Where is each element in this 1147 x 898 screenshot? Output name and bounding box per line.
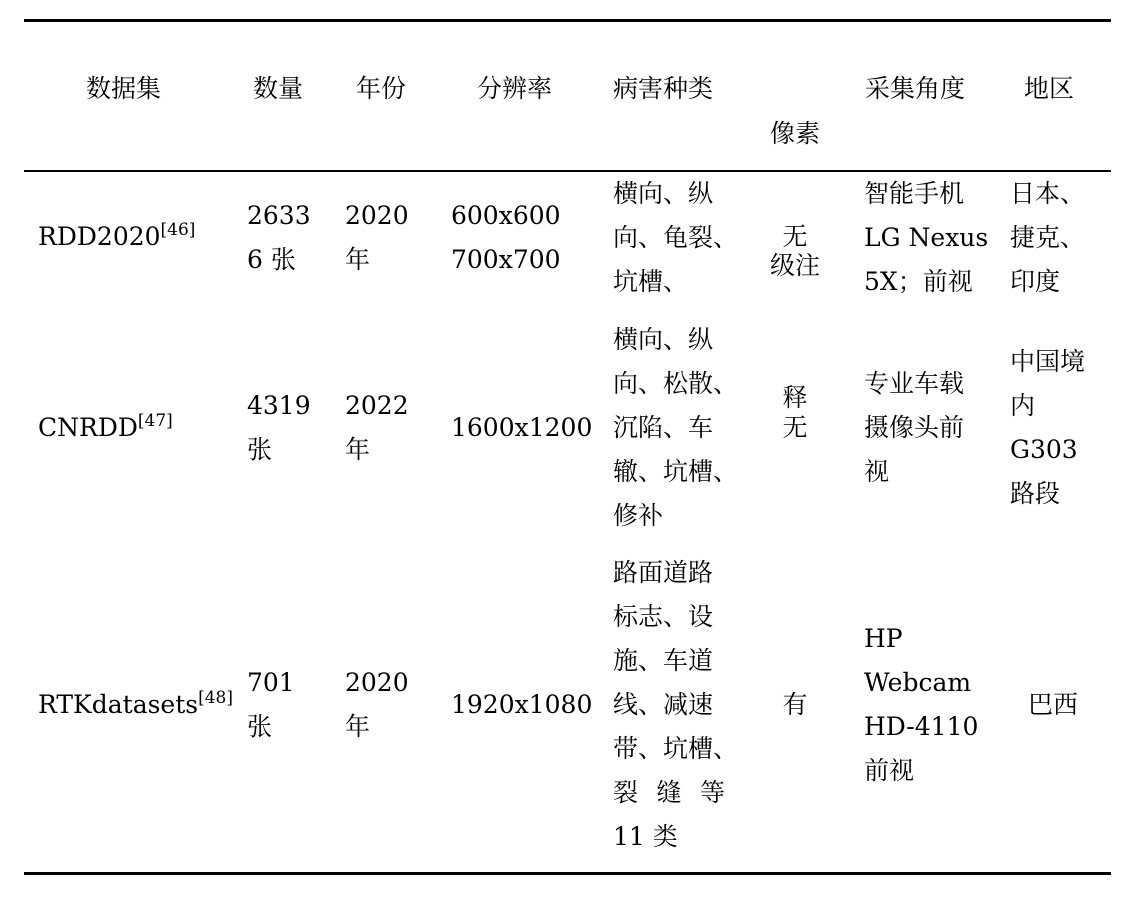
row-1-pixel-annotation: 无 (782, 222, 808, 251)
row-3-capture-angle: HP Webcam HD-4110 前视 (864, 624, 979, 785)
header-capture-angle: 采集角度 (865, 74, 966, 103)
row-1-reference: [46] (160, 220, 196, 240)
row-3-resolution: 1920x1080 (451, 690, 593, 719)
row-2-reference: [47] (137, 411, 173, 431)
row-1-region: 日本、 捷克、 印度 (1010, 179, 1086, 296)
row-3-dataset: RTKdatasets[48] (38, 688, 234, 719)
row-1-count: 2633 6 张 (247, 201, 311, 274)
row-2-count: 4319 张 (247, 391, 311, 464)
header-resolution: 分辨率 (477, 74, 553, 103)
row-1-capture-angle: 智能手机 LG Nexus 5X；前视 (864, 179, 989, 296)
row-2-region: 中国境 内 G303 路段 (1010, 347, 1086, 508)
row-3-reference: [48] (198, 688, 234, 708)
header-dataset: 数据集 (86, 74, 162, 103)
table-bottom-rule (24, 872, 1111, 875)
row-3-damage-types: 路面道路 标志、设 施、车道 线、减速 带、坑槽、 裂 缝 等 11 类 (613, 558, 739, 851)
header-damage-type: 病害种类 (613, 74, 714, 103)
row-1-damage-types: 横向、纵 向、龟裂、 坑槽、 (613, 179, 739, 296)
header-count: 数量 (253, 74, 304, 103)
row-2-pixel-annotation: 无 (782, 413, 808, 442)
row-3-pixel-annotation: 有 (782, 690, 808, 719)
row-1-dataset: RDD2020[46] (38, 220, 196, 251)
row-1-year: 2020 年 (345, 201, 409, 274)
row-3-year: 2020 年 (345, 668, 409, 741)
row-2-year: 2022 年 (345, 391, 409, 464)
row-3-region: 巴西 (1027, 690, 1078, 719)
table-top-rule (24, 19, 1111, 22)
header-pixel-annotation: 像素 级注 释 (769, 119, 820, 412)
row-2-capture-angle: 专业车载 摄像头前 视 (864, 369, 965, 486)
row-3-count: 701 张 (247, 668, 295, 741)
row-1-resolution: 600x600 700x700 (451, 201, 561, 274)
header-year: 年份 (356, 74, 407, 103)
row-2-dataset: CNRDD[47] (38, 411, 173, 442)
row-2-resolution: 1600x1200 (451, 413, 593, 442)
row-2-damage-types: 横向、纵 向、松散、 沉陷、车 辙、坑槽、 修补 (613, 325, 739, 530)
header-region: 地区 (1024, 74, 1075, 103)
